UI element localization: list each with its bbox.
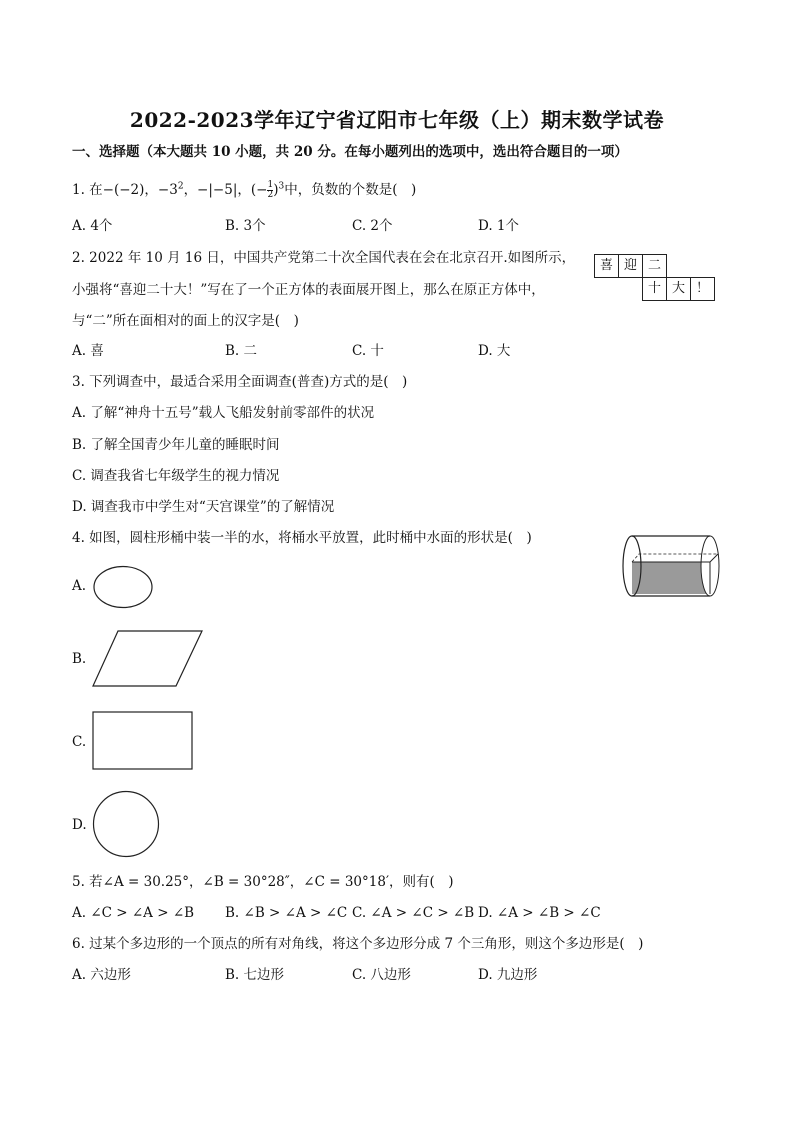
question-5-stem: 5. 若∠A = 30.25°，∠B = 30°28″，∠C = 30°18′，则有( ) [72,874,454,890]
q4-option-b-label[interactable]: B. [72,651,87,667]
q4-option-c-label[interactable]: C. [72,734,87,750]
q2-option-a[interactable]: A. 喜 [72,343,104,359]
q6-option-d[interactable]: D. 九边形 [478,967,538,983]
q5-option-b[interactable]: B. ∠B > ∠A > ∠C [225,905,348,921]
q3-option-c[interactable]: C. 调查我省七年级学生的视力情况 [72,468,280,484]
net-cell-1: 喜 [594,254,619,278]
section-heading: 一、选择题（本大题共 10 小题，共 20 分。在每小题列出的选项中，选出符合题目的一项） [72,144,628,160]
fraction-numerator: 1 [267,180,274,190]
q4-option-d-label[interactable]: D. [72,817,87,833]
net-cell-2: 迎 [618,254,643,278]
q1-exponent-2: 3 [278,181,285,192]
q4-option-a-ellipse[interactable] [92,565,154,609]
question-2-line-2: 小强将“喜迎二十大！”写在了一个正方体的表面展开图上，那么在原正方体中， [72,282,545,298]
question-2-line-3: 与“二”所在面相对的面上的汉字是( ) [72,313,299,329]
q1-option-b[interactable]: B. 3个 [225,218,266,234]
q2-option-c[interactable]: C. 十 [352,343,384,359]
question-1-stem [72,180,416,200]
net-cell-4: 十 [642,277,667,301]
fraction-denominator: 2 [267,190,274,200]
question-6-stem: 6. 过某个多边形的一个顶点的所有对角线，将这个多边形分成 7 个三角形，则这个多边形是( ) [72,936,644,952]
q2-option-d[interactable]: D. 大 [478,343,511,359]
q6-option-a[interactable]: A. 六边形 [72,967,131,983]
page-title: 2022-2023学年辽宁省辽阳市七年级（上）期末数学试卷 [129,108,665,132]
q3-option-b[interactable]: B. 了解全国青少年儿童的睡眠时间 [72,437,280,453]
q5-option-c[interactable]: C. ∠A > ∠C > ∠B [352,905,475,921]
q1-option-c[interactable]: C. 2个 [352,218,393,234]
q5-option-a[interactable]: A. ∠C > ∠A > ∠B [72,905,195,921]
q5-option-d[interactable]: D. ∠A > ∠B > ∠C [478,905,601,921]
q3-option-a[interactable]: A. 了解“神舟十五号”载人飞船发射前零部件的状况 [72,405,375,421]
q4-option-b-parallelogram[interactable] [92,630,204,688]
q1-text-b: ，−|−5|，(− [183,182,268,198]
q1-option-a[interactable]: A. 4个 [72,218,113,234]
question-2-line-1: 2. 2022 年 10 月 16 日，中国共产党第二十次全国代表在会在北京召开.如图所示， [72,250,576,266]
q4-option-a-label[interactable]: A. [72,578,87,594]
q2-option-b[interactable]: B. 二 [225,343,258,359]
q1-text-d: 中，负数的个数是( ) [284,182,417,198]
question-3-stem: 3. 下列调查中，最适合采用全面调查(普查)方式的是( ) [72,374,408,390]
net-cell-5: 大 [666,277,691,301]
net-cell-3: 二 [642,254,667,278]
cylinder-water [632,562,710,594]
q4-option-c-rectangle[interactable] [92,711,194,771]
net-cell-6: ！ [690,277,715,301]
cylinder-figure [620,532,724,600]
q3-option-d[interactable]: D. 调查我市中学生对“天宫课堂”的了解情况 [72,499,335,515]
q1-exponent-1: 2 [177,181,184,192]
q6-option-b[interactable]: B. 七边形 [225,967,285,983]
q1-option-d[interactable]: D. 1个 [478,218,520,234]
cube-net-diagram [594,254,724,304]
question-4-stem: 4. 如图，圆柱形桶中装一半的水，将桶水平放置，此时桶中水面的形状是( ) [72,530,532,546]
q6-option-c[interactable]: C. 八边形 [352,967,411,983]
q1-text-a: 1. 在−(−2)，−3 [72,182,178,198]
q1-text-c: ) [273,182,279,198]
q4-option-d-circle[interactable] [92,790,160,858]
